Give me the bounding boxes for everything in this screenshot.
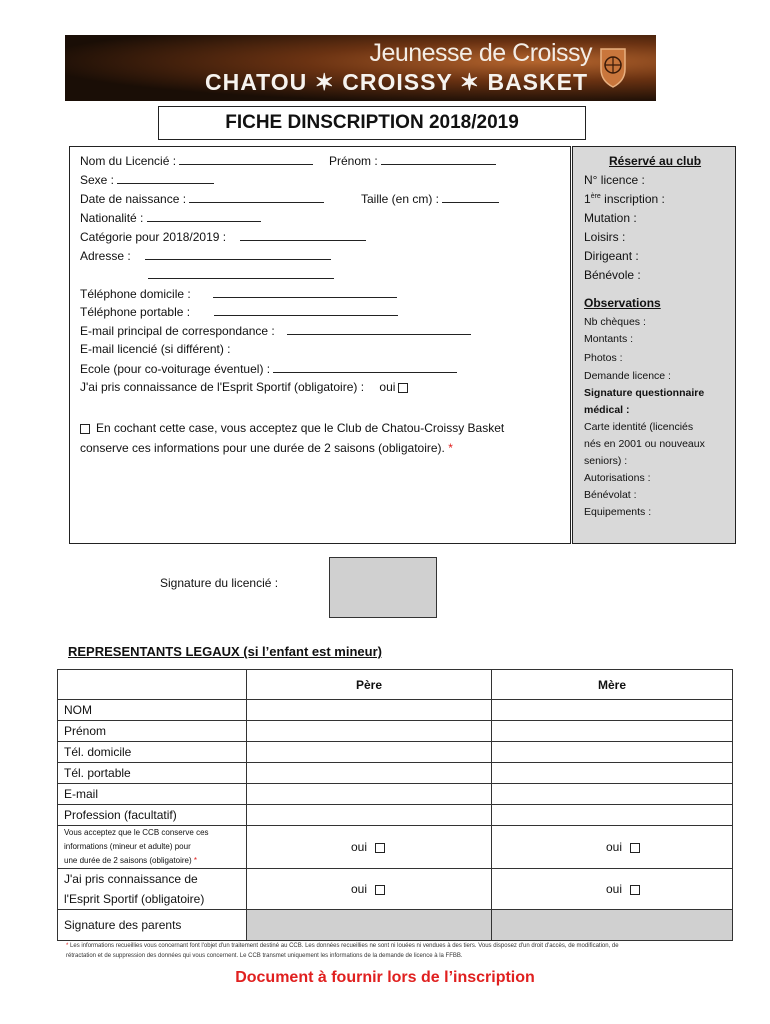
row-label-tel-domicile: Tél. domicile: [58, 742, 247, 763]
table-row: [58, 700, 733, 721]
consent-text-1: En cochant cette case, vous acceptez que le Club de Chatou-Croissy Basket: [96, 421, 505, 435]
signature-licencie-box[interactable]: [329, 557, 437, 618]
obs-nb-cheques: Nb chèques :: [584, 316, 646, 328]
adresse-line-2[interactable]: [148, 267, 334, 282]
row-label-email: E-mail: [58, 784, 247, 805]
esprit-mere-cell: [492, 869, 733, 910]
consent-label-asterisk: *: [193, 856, 197, 865]
obs-demande-licence: Demande licence :: [584, 370, 671, 382]
nationalite-label: Nationalité :: [80, 211, 147, 225]
obs-signature-q1: Signature questionnaire: [584, 387, 705, 399]
consent-checkbox[interactable]: [80, 424, 90, 434]
obs-montants: Montants :: [584, 333, 634, 345]
obs-equipements: Equipements :: [584, 506, 652, 518]
esprit-label: J'ai pris connaissance de l'Esprit Sportif (obligatoire) :: [80, 380, 365, 394]
obs-carte-3: seniors) :: [584, 455, 628, 467]
categorie-label: Catégorie pour 2018/2019 :: [80, 230, 227, 244]
privacy-footnote: [66, 941, 736, 961]
document-required-note: Document à fournir lors de l’inscription: [235, 969, 535, 986]
tel-domicile-mere-cell[interactable]: [492, 742, 733, 763]
obs-signature-q2: médical :: [584, 404, 630, 416]
inscription-sup: ère: [590, 193, 601, 200]
taille-label: Taille (en cm) :: [361, 192, 443, 206]
table-header-row: [58, 670, 733, 700]
email-pere-cell[interactable]: [247, 784, 492, 805]
obs-autorisations: Autorisations :: [584, 472, 651, 484]
consent-pere-checkbox[interactable]: [375, 843, 385, 853]
esprit-pere-cell: [247, 869, 492, 910]
reserved-mutation: Mutation :: [584, 211, 637, 225]
nom-field[interactable]: [80, 153, 313, 168]
email-mere-cell[interactable]: [492, 784, 733, 805]
footnote-line-2: rétractation et de suppression des données qui vous concernent. Le CCB transmet uniquement les informations de la demande de licence à la FFBB.: [66, 953, 463, 959]
sexe-label: Sexe :: [80, 173, 118, 187]
esprit-sportif-field: [80, 380, 408, 394]
prenom-field[interactable]: [329, 153, 496, 168]
row-label-consent: [58, 826, 247, 869]
prenom-label: Prénom :: [329, 154, 382, 168]
nom-label: Nom du Licencié :: [80, 154, 180, 168]
table-row: [58, 805, 733, 826]
naissance-label: Date de naissance :: [80, 192, 190, 206]
reserved-licence: N° licence :: [584, 173, 645, 187]
prenom-pere-cell[interactable]: [247, 721, 492, 742]
signature-pere-cell[interactable]: [247, 910, 492, 941]
consent-label-c: [64, 854, 240, 868]
obs-carte-1: Carte identité (licenciés: [584, 421, 694, 433]
consent-line-2: [80, 441, 453, 455]
tel-domicile-field[interactable]: [80, 286, 397, 301]
basketball-crest-icon: [598, 45, 628, 89]
nationalite-field[interactable]: [80, 210, 261, 225]
row-label-tel-portable: Tél. portable: [58, 763, 247, 784]
observations-title: Observations: [584, 296, 661, 310]
sexe-field[interactable]: [80, 172, 214, 187]
signature-mere-cell[interactable]: [492, 910, 733, 941]
esprit-checkbox[interactable]: [398, 383, 408, 393]
reserved-benevole: Bénévole :: [584, 268, 641, 282]
esprit-label-b: l'Esprit Sportif (obligatoire): [64, 892, 205, 906]
nom-pere-cell[interactable]: [247, 700, 492, 721]
email-principal-label: E-mail principal de correspondance :: [80, 324, 275, 338]
obs-carte-2: nés en 2001 ou nouveaux: [584, 438, 705, 450]
form-title: [158, 106, 586, 140]
ecole-label: Ecole (pour co-voiturage éventuel) :: [80, 362, 271, 376]
row-label-profession: Profession (facultatif): [58, 805, 247, 826]
tel-domicile-label: Téléphone domicile :: [80, 287, 191, 301]
naissance-field[interactable]: [80, 191, 324, 206]
esprit-mere-oui: oui: [606, 882, 623, 896]
consent-pere-oui: oui: [351, 840, 368, 854]
reserved-loisirs: Loisirs :: [584, 230, 626, 244]
esprit-label-a: J'ai pris connaissance de: [64, 872, 198, 886]
ecole-field[interactable]: [80, 361, 457, 376]
consent-text-2: conserve ces informations pour une durée de 2 saisons (obligatoire).: [80, 441, 445, 455]
esprit-oui-label: oui: [379, 380, 396, 394]
email-principal-field[interactable]: [80, 323, 471, 338]
email-licencie-field[interactable]: [80, 342, 231, 356]
table-row: [58, 763, 733, 784]
table-row: [58, 784, 733, 805]
esprit-mere-checkbox[interactable]: [630, 885, 640, 895]
row-label-esprit: [58, 869, 247, 910]
taille-field[interactable]: [361, 191, 499, 206]
table-row: [58, 869, 733, 910]
prenom-mere-cell[interactable]: [492, 721, 733, 742]
row-label-nom: NOM: [58, 700, 247, 721]
representants-table: [57, 669, 733, 941]
reserved-title: Réservé au club: [609, 154, 702, 168]
table-row: [58, 742, 733, 763]
consent-line-1: [80, 421, 504, 435]
reserved-inscription: [584, 192, 665, 206]
consent-asterisk: *: [448, 441, 453, 455]
reserved-dirigeant: Dirigeant :: [584, 249, 639, 263]
inscription-label: inscription :: [600, 192, 665, 206]
row-label-prenom: Prénom: [58, 721, 247, 742]
footnote-star: *: [66, 943, 69, 949]
email-licencie-label: E-mail licencié (si différent) :: [80, 342, 231, 356]
form-title-text: FICHE DINSCRIPTION 2018/2019: [225, 112, 519, 133]
profession-pere-cell[interactable]: [247, 805, 492, 826]
consent-label-b: informations (mineur et adulte) pour: [64, 842, 191, 851]
tel-portable-field[interactable]: [80, 304, 398, 319]
categorie-field[interactable]: [80, 229, 366, 244]
consent-mere-checkbox[interactable]: [630, 843, 640, 853]
header-mere: Mère: [492, 670, 733, 700]
signature-licencie-label: Signature du licencié :: [160, 576, 279, 590]
consent-label-c-text: une durée de 2 saisons (obligatoire): [64, 856, 192, 865]
adresse-label: Adresse :: [80, 249, 131, 263]
tel-portable-mere-cell[interactable]: [492, 763, 733, 784]
footnote-text-1: Les informations recueillies vous concernant font l'objet d'un traitement destiné au CCB. Les données recueillies ne sont ni louées ni vendues à des tiers. Vous disposez d'un droit d'accès, de modification, de: [70, 943, 619, 949]
club-banner: [65, 35, 656, 101]
profession-mere-cell[interactable]: [492, 805, 733, 826]
consent-pere-cell: [247, 826, 492, 869]
obs-benevolat: Bénévolat :: [584, 489, 637, 501]
obs-photos: Photos :: [584, 352, 623, 364]
tel-domicile-pere-cell[interactable]: [247, 742, 492, 763]
inscription-number: 1: [584, 192, 591, 206]
nom-mere-cell[interactable]: [492, 700, 733, 721]
consent-mere-cell: [492, 826, 733, 869]
footnote-line-1: [66, 941, 736, 951]
header-pere: Père: [247, 670, 492, 700]
adresse-field[interactable]: [80, 248, 331, 263]
consent-mere-oui: oui: [606, 840, 623, 854]
banner-line-1: Jeunesse de Croissy: [369, 39, 592, 67]
table-row: [58, 910, 733, 941]
esprit-pere-checkbox[interactable]: [375, 885, 385, 895]
table-row: [58, 721, 733, 742]
table-row: [58, 826, 733, 869]
tel-portable-label: Téléphone portable :: [80, 305, 191, 319]
header-empty-cell: [58, 670, 247, 700]
representants-title: REPRESENTANTS LEGAUX (si l’enfant est mineur): [68, 644, 382, 659]
row-label-signature: Signature des parents: [58, 910, 247, 941]
banner-line-2: CHATOU ✶ CROISSY ✶ BASKET: [205, 69, 589, 95]
esprit-pere-oui: oui: [351, 882, 368, 896]
tel-portable-pere-cell[interactable]: [247, 763, 492, 784]
consent-label-a: Vous acceptez que le CCB conserve ces: [64, 828, 209, 837]
